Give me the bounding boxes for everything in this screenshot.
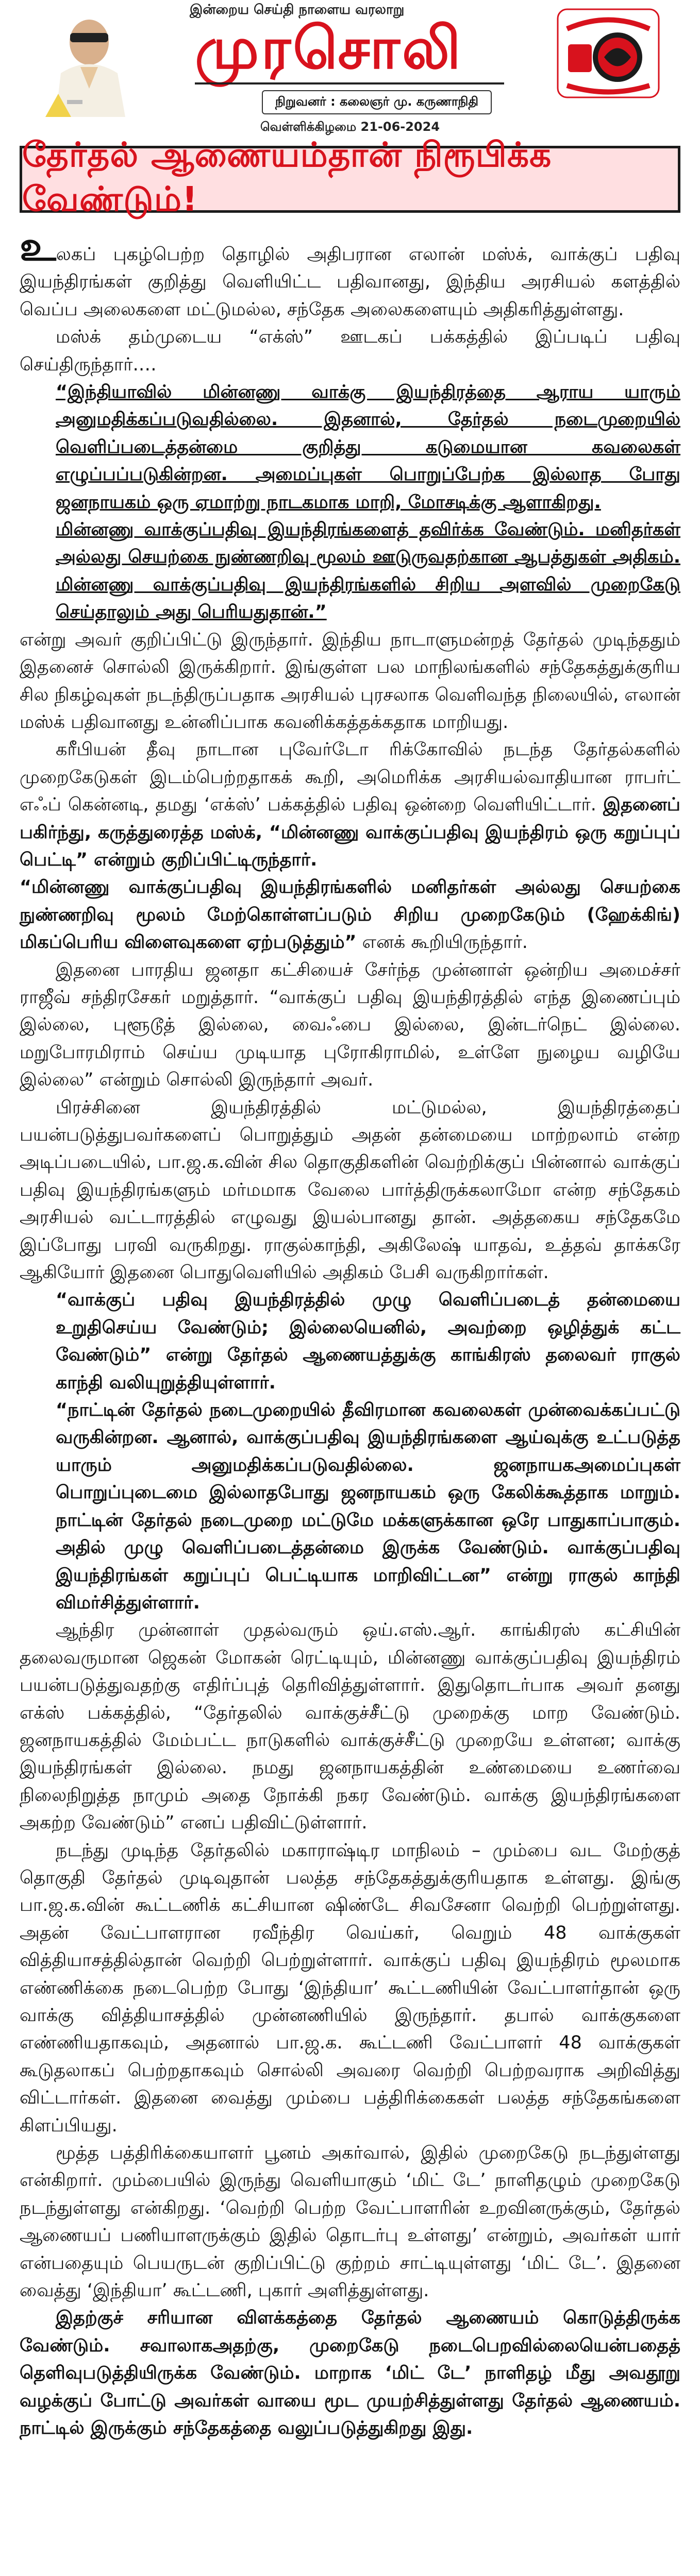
tagline: இன்றைய செய்தி நாளைய வரலாறு <box>190 2 405 18</box>
paragraph-text: எனக் கூறியிருந்தார். <box>356 932 528 953</box>
masthead-divider <box>195 82 504 84</box>
paragraph-emphasis: இதனைப் பகிர்ந்து, கருத்துரைத்த மஸ்க், “மின்னணு வாக்குப்பதிவு இயந்திரம் ஒரு கறுப்புப் பெட்டி” என்றும் குறிப்பிட்டிருந்தார். <box>20 794 680 870</box>
paragraph <box>20 224 680 324</box>
block-quote: “இந்தியாவில் மின்னணு வாக்கு இயந்திரத்தை ஆராய யாரும் அனுமதிக்கப்படுவதில்லை. இதனால், தேர்தல் நடைமுறையில் வெளிப்படைத்தன்மை குறித்து கடுமையான கவலைகள் எழுப்பப்படுகின்றன. அமைப்புகள் பொறுப்பேற்க இல்லாத போது ஜனநாயகம் ஒரு ஏமாற்று நாடகமாக மாறி, மோசடிக்கு ஆளாகிறது. <box>56 382 680 513</box>
editorial-headline: தேர்தல் ஆணையம்தான் நிரூபிக்க வேண்டும்! <box>22 135 552 219</box>
issue-date: வெள்ளிக்கிழமை 21-06-2024 <box>260 120 440 134</box>
editorial-headline-box <box>20 135 680 219</box>
paragraph: மஸ்க் தம்முடைய “எக்ஸ்” ஊடகப் பக்கத்தில் இப்படிப் பதிவு செய்திருந்தார்.… <box>20 327 680 375</box>
paragraph <box>20 874 680 956</box>
paragraph: என்று அவர் குறிப்பிட்டு இருந்தார். இந்திய நாடாளுமன்றத் தேர்தல் முடிந்ததும் இதனைச் சொல்லி இருக்கிறார். இங்குள்ள பல மாநிலங்களில் சந்தேகத்துக்குரிய சில நிகழ்வுகள் நடந்திருப்பதாக அரசியல் புரசலாக வெளிவந்த நிலையில், எலான் மஸ்க் பதிவானது உன்னிப்பாக கவனிக்கத்தக்கதாக மாறியது. <box>20 629 680 733</box>
paragraph-emphasis: “மின்னணு வாக்குப்பதிவு இயந்திரங்களில் மனிதர்கள் அல்லது செயற்கை நுண்ணறிவு மூலம் மேற்கொள்ளப்படும் சிறிய முறைகேடும் (ஹேக்கிங்) மிகப்பெரிய விளைவுகளை ஏற்படுத்தும்” <box>20 877 680 953</box>
editorial-body <box>20 224 680 2443</box>
block-quote <box>20 1397 680 1617</box>
quote-attribution: என்று ராகுல் காந்தி விமர்சித்துள்ளார். <box>56 1565 680 1613</box>
block-quote: “வாக்குப் பதிவு இயந்திரத்தில் முழு வெளிப்படைத் தன்மையை உறுதிசெய்ய வேண்டும்; இல்லையெனில், அவற்றை ஒழித்துக் கட்ட வேண்டும்” என்று தேர்தல் ஆணையத்துக்கு காங்கிரஸ் தலைவர் ராகுல் காந்தி வலியுறுத்தியுள்ளார். <box>56 1290 680 1393</box>
paragraph: ஆந்திர முன்னாள் முதல்வரும் ஒய்.எஸ்.ஆர். காங்கிரஸ் கட்சியின் தலைவருமான ஜெகன் மோகன் ரெட்டியும், மின்னணு வாக்குப்பதிவு இயந்திரம் பயன்படுத்துவதற்கு எதிர்ப்புத் தெரிவித்துள்ளார். இதுதொடர்பாக அவர் தனது எக்ஸ் பக்கத்தில், “தேர்தலில் வாக்குச்சீட்டு முறைக்கு மாற வேண்டும். ஜனநாயகத்தில் மேம்பட்ட நாடுகளில் வாக்குச்சீட்டு முறையே உள்ளன; வாக்கு இயந்திரங்கள் இல்லை. நமது ஜனநாயகத்தின் உண்மையை உணர்வை நிலைநிறுத்த நாமும் அதை நோக்கி நகர வேண்டும். வாக்கு இயந்திரங்களை அகற்ற வேண்டும்” எனப் பதிவிட்டுள்ளார். <box>20 1620 680 1834</box>
drop-cap: உ <box>20 224 56 270</box>
founder-label: நிறுவனர் : கலைஞர் மு. கருணாநிதி <box>262 90 492 114</box>
paper-name: முரசொலி <box>195 15 463 82</box>
masthead <box>20 0 680 137</box>
founder-portrait <box>40 6 136 117</box>
paragraph <box>20 736 680 874</box>
paragraph: பிரச்சினை இயந்திரத்தில் மட்டுமல்ல, இயந்திரத்தைப் பயன்படுத்துபவர்களைப் பொறுத்தும் அதன் தன்மையை மாற்றலாம் என்ற அடிப்படையில், பா.ஜ.க.வின் சில தொகுதிகளின் வெற்றிக்குப் பின்னால் வாக்குப் பதிவு இயந்திரங்களும் மர்மமாக வேலை பார்த்திருக்கலாமோ என்ற சந்தேகம் அரசியல் வட்டாரத்தில் எழுவது இயல்பானது தான். அத்தகைய சந்தேகமே இப்போது பரவி வருகிறது. ராகுல்காந்தி, அகிலேஷ் யாதவ், உத்தவ் தாக்கரே ஆகியோர் இதனை பொதுவெளியில் அதிகம் பேசி வருகிறார்கள். <box>20 1097 680 1283</box>
paragraph: இதனை பாரதிய ஜனதா கட்சியைச் சேர்ந்த முன்னாள் ஒன்றிய அமைச்சர் ராஜீவ் சந்திரசேகர் மறுத்தார். “வாக்குப் பதிவு இயந்திரத்தில் எந்த இணைப்பும் இல்லை, புளூடூத் இல்லை, வைஃபை இல்லை, இன்டர்நெட் இல்லை. மறுபோரமிராம் செய்ய முடியாத புரோகிராமில், உள்ளே நுழைய வழியே இல்லை” என்றும் சொல்லி இருந்தார் அவர். <box>20 959 680 1091</box>
closing-paragraph: இதற்குச் சரியான விளக்கத்தை தேர்தல் ஆணையம் கொடுத்திருக்க வேண்டும். சவாலாகஅதற்கு, முறைகேடு நடைபெறவில்லையென்பதைத் தெளிவுபடுத்தியிருக்க வேண்டும். மாறாக ‘மிட் டே’ நாளிதழ் மீது அவதூறு வழக்குப் போட்டு அவர்கள் வாயை மூட முயற்சித்துள்ளது தேர்தல் ஆணையம். நாட்டில் இருக்கும் சந்தேகத்தை வலுப்படுத்துகிறது இது. <box>20 2308 680 2439</box>
murasu-emblem-icon <box>557 8 660 98</box>
paragraph-text: லகப் புகழ்பெற்ற தொழில் அதிபரான எலான் மஸ்க், வாக்குப் பதிவு இயந்திரங்கள் குறித்து வெளியிட்ட பதிவானது, இந்திய அரசியல் களத்தில் வெப்ப அலைகளை மட்டுமல்ல, சந்தேக அலைகளையும் அதிகரித்துள்ளது. <box>20 244 680 320</box>
quote-text: “நாட்டின் தேர்தல் நடைமுறையில் தீவிரமான கவலைகள் முன்வைக்கப்பட்டு வருகின்றன. ஆனால், வாக்குப்பதிவு இயந்திரங்களை ஆய்வுக்கு உட்படுத்த யாரும் அனுமதிக்கப்படுவதில்லை. ஜனநாயகஅமைப்புகள் பொறுப்புடைமை இல்லாதபோது ஜனநாயகம் ஒரு கேலிக்கூத்தாக மாறும். நாட்டின் தேர்தல் நடைமுறை மட்டுமே மக்களுக்கான ஒரே பாதுகாப்பாகும். அதில் முழு வெளிப்படைத்தன்மை இருக்க வேண்டும். வாக்குப்பதிவு இயந்திரங்கள் கறுப்புப் பெட்டியாக மாறிவிட்டன” <box>56 1400 680 1586</box>
paragraph: நடந்து முடிந்த தேர்தலில் மகாராஷ்டிர மாநிலம் – மும்பை வட மேற்குத் தொகுதி தேர்தல் முடிவுதான் பலத்த சந்தேகத்துக்குரியதாக உள்ளது. இங்கு பா.ஜ.க.வின் கூட்டணிக் கட்சியான ஷிண்டே சிவசேனா வெற்றி பெற்றுள்ளது. அதன் வேட்பாளரான ரவீந்திர வெய்கர், வெறும் 48 வாக்குகள் வித்தியாசத்தில்தான் வெற்றி பெற்றுள்ளார். வாக்குப் பதிவு இயந்திரம் மூலமாக எண்ணிக்கை நடைபெற்ற போது ‘இந்தியா’ கூட்டணியின் வேட்பாளர்தான் ஒரு வாக்கு வித்தியாசத்தில் முன்னணியில் இருந்தார். தபால் வாக்குகளை எண்ணியதாகவும், அதனால் பா.ஜ.க. கூட்டணி வேட்பாளர் 48 வாக்குகள் கூடுதலாகப் பெற்றதாகவும் சொல்லி அவரை வெற்றி பெற்றவராக அறிவித்து விட்டார்கள். இதனை வைத்து மும்பை பத்திரிக்கைகள் பலத்த சந்தேகங்களை கிளப்பியது. <box>20 1840 680 2136</box>
paragraph-text: கரீபியன் தீவு நாடான புவேர்டோ ரிக்கோவில் நடந்த தேர்தல்களில் முறைகேடுகள் இடம்பெற்றதாகக் கூறி, அமெரிக்க அரசியல்வாதியான ராபர்ட் எஃப் கென்னடி, தமது ‘எக்ஸ்’ பக்கத்தில் பதிவு ஒன்றை வெளியிட்டார். <box>20 739 680 816</box>
block-quote: மின்னணு வாக்குப்பதிவு இயந்திரங்களைத் தவிர்க்க வேண்டும். மனிதர்கள் அல்லது செயற்கை நுண்ணறிவு மூலம் ஊடுருவதற்கான ஆபத்துகள் அதிகம். மின்னணு வாக்குப்பதிவு இயந்திரங்களில் சிறிய அளவில் முறைகேடு செய்தாலும் அது பெரியதுதான்.” <box>56 519 680 623</box>
paragraph: மூத்த பத்திரிக்கையாளர் பூனம் அகர்வால், இதில் முறைகேடு நடந்துள்ளது என்கிறார். மும்பையில் இருந்து வெளியாகும் ‘மிட் டே’ நாளிதழும் முறைகேடு நடந்துள்ளது என்கிறது. ‘வெற்றி பெற்ற வேட்பாளரின் உறவினருக்கும், தேர்தல் ஆணையப் பணியாளருக்கும் இதில் தொடர்பு உள்ளது’ என்றும், அவர்கள் யார் என்பதையும் பெயருடன் குறிப்பிட்டு குற்றம் சாட்டியுள்ளது ‘மிட் டே’. இதனை வைத்து ‘இந்தியா’ கூட்டணி, புகார் அளித்துள்ளது. <box>20 2143 680 2301</box>
